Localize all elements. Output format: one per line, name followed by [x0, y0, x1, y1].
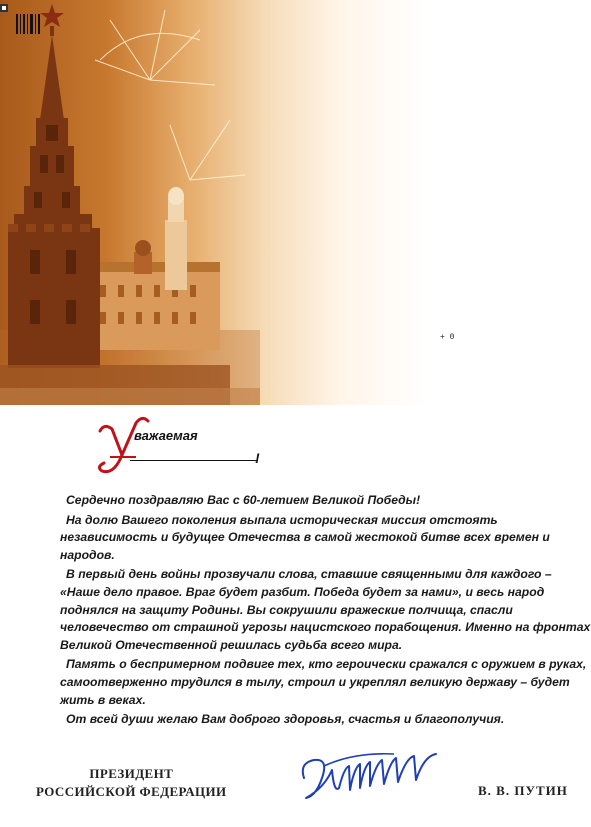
decorative-initial-letter — [92, 413, 152, 483]
signer-title-line-1: ПРЕЗИДЕНТ — [89, 766, 174, 781]
paragraph-2: На долю Вашего поколения выпала историческая миссия отстоять независимость и будущее Отечества в самой жестокой битве всех времен и народов. — [60, 512, 550, 562]
header-illustration — [0, 0, 591, 405]
paragraph-1: Сердечно поздравляю Вас с 60-летием Великой Победы! — [66, 493, 421, 507]
signer-name: В. В. ПУТИН — [478, 783, 568, 798]
kremlin-tower-fireworks-illustration — [0, 0, 591, 405]
exclamation-mark: ! — [255, 450, 260, 466]
letter-body — [60, 492, 591, 731]
barcode-icon — [0, 0, 40, 44]
barcode-caption: + 0 — [440, 333, 455, 342]
recipient-name-blank — [130, 460, 258, 461]
handwritten-signature — [294, 748, 444, 808]
paragraph-5: От всей души желаю Вам доброго здоровья, счастья и благополучия. — [66, 712, 505, 727]
greeting — [92, 413, 392, 483]
paragraph-3: В первый день войны прозвучали слова, ставшие священными для каждого – «Наше дело правое. Враг будет разбит. Победа будет за нами», и весь народ поднялся на защиту Родины. Вы сокрушили вражеские полчища, спасли человечество от страшной угрозы нацистского порабощения. Именно на фронтах Великой Отечественной решилась судьба всего мира. — [60, 567, 591, 652]
paragraph-4: Память о беспримерном подвиге тех, кто героически сражался с оружием в руках, самоотверженно трудился в тылу, строил и укреплял великую державу – будет жить в веках. — [60, 657, 587, 707]
signer-title-line-2: РОССИЙСКОЙ ФЕДЕРАЦИИ — [36, 784, 227, 799]
salutation-text: важаемая — [134, 428, 198, 443]
signer-title — [36, 765, 227, 801]
